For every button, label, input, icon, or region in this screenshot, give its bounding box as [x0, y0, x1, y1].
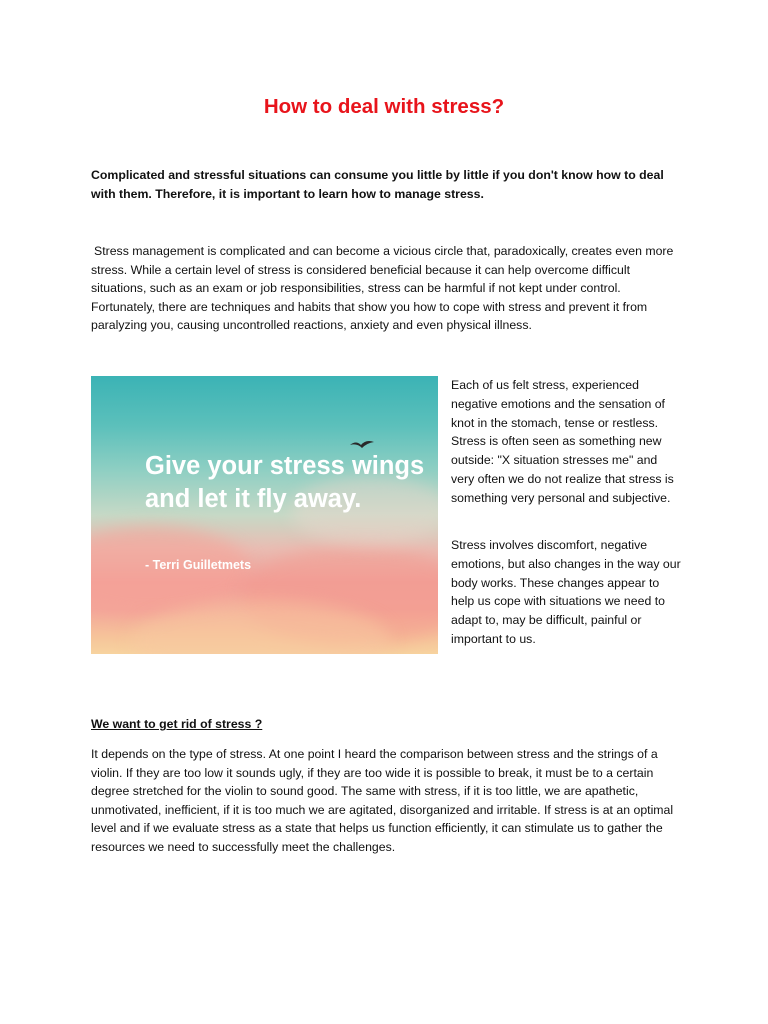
side-paragraph-1: Each of us felt stress, experienced negative emotions and the sensation of knot in the stomach, tense or restless. Stress is often seen as something new outside: "X situation stresses me" and very often we do not realize that stress is something very personal and subjective. [451, 378, 674, 505]
bird-icon [349, 438, 375, 450]
intro-paragraph: Complicated and stressful situations can consume you little by little if you don't know how to deal with them. Therefore, it is important to learn how to manage stress. [91, 168, 664, 201]
quote-image [91, 376, 438, 654]
quote-text: Give your stress wings and let it fly away. [145, 452, 425, 513]
violin-comparison-paragraph: It depends on the type of stress. At one point I heard the comparison between stress and the strings of a violin. If they are too low it sounds ugly, if they are too wide it is possible to break, it must be to a certain degree stretched for the violin to sound good. The same with stress, if it is too little, we are apathetic, unmotivated, inefficient, if it is too much we are agitated, disorganized and irritable. If stress is at an optimal level and if we evaluate stress as a state that helps us function efficiently, it can stimulate us to gather the resources we need to successfully meet the challenges. [91, 747, 674, 854]
page-title: How to deal with stress? [263, 95, 505, 118]
stress-management-paragraph: Stress management is complicated and can become a vicious circle that, paradoxically, creates even more stress. While a certain level of stress is considered beneficial because it can help overcome difficult situations, such as an exam or job responsibilities, stress can be harmful if not kept under control. Fortunately, there are techniques and habits that show you how to cope with stress and prevent it from paralyzing you, causing uncontrolled reactions, anxiety and even physical illness. [91, 244, 674, 333]
quote-author: - Terri Guilletmets [145, 558, 252, 572]
side-paragraph-2: Stress involves discomfort, negative emotions, but also changes in the way our body works. These changes appear to help us cope with situations we need to adapt to, may be difficult, painful or important to us. [451, 538, 681, 646]
section-subheading: We want to get rid of stress ? [91, 717, 263, 731]
